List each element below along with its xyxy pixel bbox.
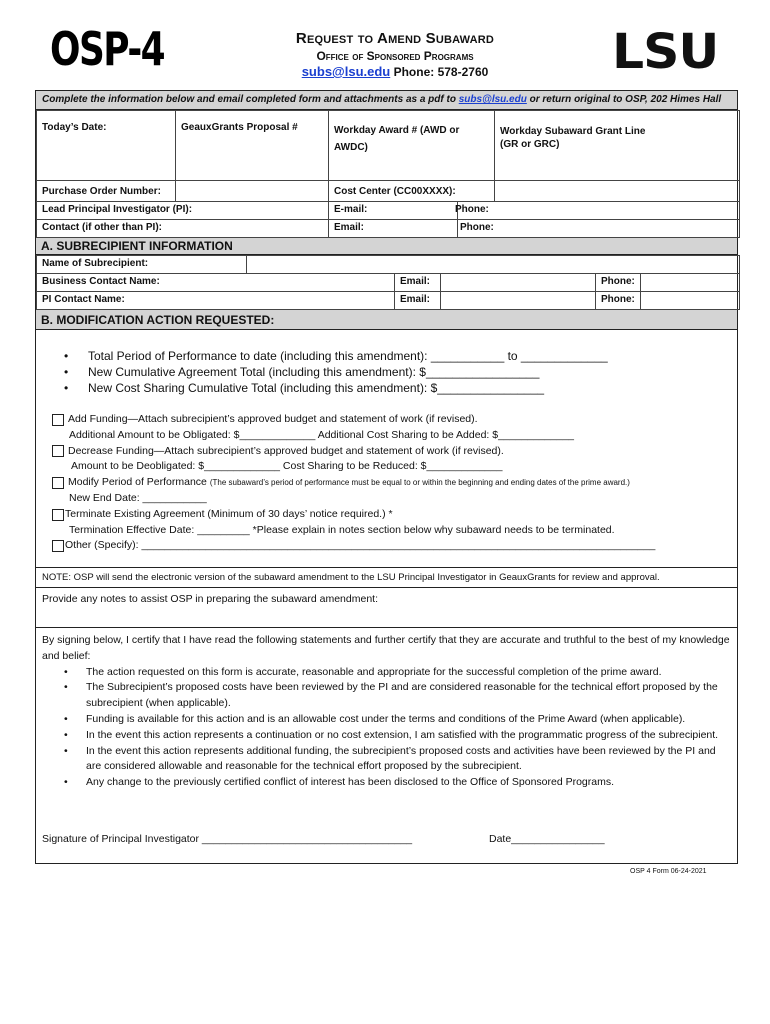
- po-number-label-cell: Purchase Order Number:: [37, 181, 176, 202]
- period-of-performance-item[interactable]: • Total Period of Performance to date (including this amendment): ___________ to _____________: [64, 348, 608, 364]
- business-phone-input[interactable]: [641, 274, 740, 292]
- title-block: [260, 30, 530, 79]
- add-amount-line[interactable]: Additional Amount to be Obligated: $_____________ Additional Cost Sharing to be Added: $_____________: [69, 428, 574, 441]
- pi-contact-email-label: Email:: [395, 292, 441, 310]
- decrease-funding-option: [52, 444, 732, 460]
- osp-4-logo: OSP-4: [50, 22, 165, 76]
- subrecipient-name-input[interactable]: [247, 256, 740, 274]
- instructions-text-end: or return original to OSP, 202 Himes Hall: [526, 94, 722, 105]
- cost-center-input[interactable]: [495, 181, 740, 202]
- workday-grant-line-label: Workday Subaward Grant Line: [500, 126, 646, 137]
- modify-period-checkbox[interactable]: [52, 477, 64, 489]
- form-version: OSP 4 Form 06-24-2021: [630, 868, 707, 875]
- todays-date-label: Today’s Date:: [42, 122, 107, 133]
- po-number-input[interactable]: [176, 181, 329, 202]
- proposal-number-label: GeauxGrants Proposal #: [181, 122, 298, 133]
- workday-award-field[interactable]: [329, 111, 495, 181]
- modify-period-label: Modify Period of Performance: [68, 476, 207, 489]
- deobligate-line[interactable]: Amount to be Deobligated: $_____________ Cost Sharing to be Reduced: $_____________: [71, 460, 503, 473]
- pi-contact-phone-label: Phone:: [596, 292, 641, 310]
- terminate-checkbox[interactable]: [52, 509, 64, 521]
- pi-signature-field[interactable]: Signature of Principal Investigator ____________________________________: [42, 833, 413, 845]
- certification-item: • The action requested on this form is accurate, reasonable and appropriate for the successful completion of the prime award.: [64, 665, 731, 681]
- other-option: [52, 538, 732, 554]
- workday-award-label-2: AWDC): [334, 142, 368, 153]
- termination-date-line[interactable]: Termination Effective Date: _________ *Please explain in notes section below why subaward needs to be terminated.: [69, 523, 615, 536]
- subrecipient-table: [36, 255, 740, 310]
- form-header: [0, 0, 770, 92]
- business-email-label: Email:: [395, 274, 441, 292]
- pi-phone-label: Phone:: [455, 204, 489, 215]
- contact-email-link[interactable]: subs@lsu.edu: [301, 64, 391, 79]
- cost-center-label-cell: Cost Center (CC00XXXX):: [329, 181, 495, 202]
- section-b-heading: B. MODIFICATION ACTION REQUESTED:: [36, 310, 737, 330]
- workday-award-label: Workday Award # (AWD or: [334, 125, 460, 136]
- business-email-input[interactable]: [441, 274, 596, 292]
- notes-box[interactable]: Provide any notes to assist OSP in preparing the subaward amendment:: [36, 588, 737, 628]
- todays-date-field[interactable]: [37, 111, 176, 181]
- cost-sharing-total-item[interactable]: • New Cost Sharing Cumulative Total (including this amendment): $________________: [64, 380, 608, 396]
- certification-item: • Any change to the previously certified conflict of interest has been disclosed to the Office of Sponsored Programs.: [64, 775, 731, 791]
- instructions-email-link[interactable]: subs@lsu.edu: [458, 94, 527, 105]
- terminate-label: Terminate Existing Agreement (Minimum of 30 days’ notice required.) *: [65, 507, 393, 520]
- lsu-logo: LSU: [612, 24, 719, 80]
- certification-item: • The Subrecipient’s proposed costs have been reviewed by the PI and are considered reasonable for the technical effort proposed by the subrecipient (when applicable).: [64, 680, 731, 712]
- form-body: [35, 90, 738, 864]
- other-checkbox[interactable]: [52, 540, 64, 552]
- lead-pi-field[interactable]: Lead Principal Investigator (PI):: [37, 202, 329, 220]
- contact-field[interactable]: Contact (if other than PI):: [37, 220, 329, 238]
- modify-period-note: (The subaward’s period of performance must be equal to or within the beginning and ending dates of the prime award.): [209, 478, 630, 488]
- top-fields-table: [36, 110, 740, 238]
- office-name: Office of Sponsored Programs: [316, 49, 474, 63]
- modification-area: [36, 330, 737, 568]
- workday-grant-line-field[interactable]: [495, 111, 740, 181]
- instructions-bar: [36, 91, 737, 110]
- contact-email-field[interactable]: Email:: [329, 220, 458, 238]
- decrease-funding-label: Decrease Funding—Attach subrecipient’s approved budget and statement of work (if revised).: [68, 444, 504, 457]
- decrease-funding-checkbox[interactable]: [52, 445, 64, 457]
- add-funding-checkbox[interactable]: [52, 414, 64, 426]
- instructions-text: Complete the information below and email completed form and attachments as a pdf to: [42, 94, 459, 105]
- modification-options: [52, 412, 732, 554]
- certification-item: • Funding is available for this action and is an allowable cost under the terms and conditions of the Prime Award (when applicable).: [64, 712, 731, 728]
- form-title: Request to Amend Subaward: [295, 30, 495, 47]
- pi-contact-email-input[interactable]: [441, 292, 596, 310]
- pi-phone-field[interactable]: [455, 202, 740, 220]
- summary-bullets: [64, 348, 608, 396]
- proposal-number-field[interactable]: [176, 111, 329, 181]
- signature-line: [42, 832, 732, 848]
- certification-list: [64, 665, 731, 791]
- contact-line: [260, 64, 530, 79]
- terminate-option: [52, 507, 732, 523]
- business-phone-label: Phone:: [596, 274, 641, 292]
- certification-item: • In the event this action represents additional funding, the subrecipient’s proposed costs and activities have been reviewed by the PI and are considered allowable and reasonable for the technical effort proposed by the subrecipient.: [64, 744, 731, 776]
- new-end-date-line[interactable]: New End Date: ___________: [69, 491, 207, 504]
- certification-item: • In the event this action represents a continuation or no cost extension, I am satisfied with the programmatic progress of the subrecipient.: [64, 728, 731, 744]
- certification-section: [36, 628, 737, 863]
- pi-contact-field[interactable]: PI Contact Name:: [37, 292, 395, 310]
- cumulative-total-item[interactable]: • New Cumulative Agreement Total (including this amendment): $_________________: [64, 364, 608, 380]
- signature-date-field[interactable]: Date________________: [489, 833, 605, 845]
- contact-phone-label: Phone:: [460, 222, 494, 233]
- certification-intro: By signing below, I certify that I have read the following statements and further certify that they are accurate and truthful to the best of my knowledge and belief:: [42, 634, 730, 662]
- pi-email-field[interactable]: E-mail:: [329, 202, 458, 220]
- business-contact-field[interactable]: Business Contact Name:: [37, 274, 395, 292]
- osp-note: NOTE: OSP will send the electronic version of the subaward amendment to the LSU Principal Investigator in GeauxGrants for review and approval.: [36, 568, 737, 588]
- contact-phone: Phone: 578-2760: [393, 65, 489, 79]
- modify-period-option: [52, 475, 732, 491]
- workday-grant-line-label-2: (GR or GRC): [500, 139, 560, 150]
- add-funding-option: [52, 412, 732, 428]
- section-a-heading: A. SUBRECIPIENT INFORMATION: [36, 238, 737, 255]
- pi-contact-phone-input[interactable]: [641, 292, 740, 310]
- add-funding-label: Add Funding—Attach subrecipient’s approved budget and statement of work (if revised).: [68, 413, 478, 425]
- subrecipient-name-label: Name of Subrecipient:: [37, 256, 247, 274]
- contact-phone-field[interactable]: [458, 220, 740, 238]
- other-label[interactable]: Other (Specify): ________________________________________________________________________________________: [65, 539, 656, 552]
